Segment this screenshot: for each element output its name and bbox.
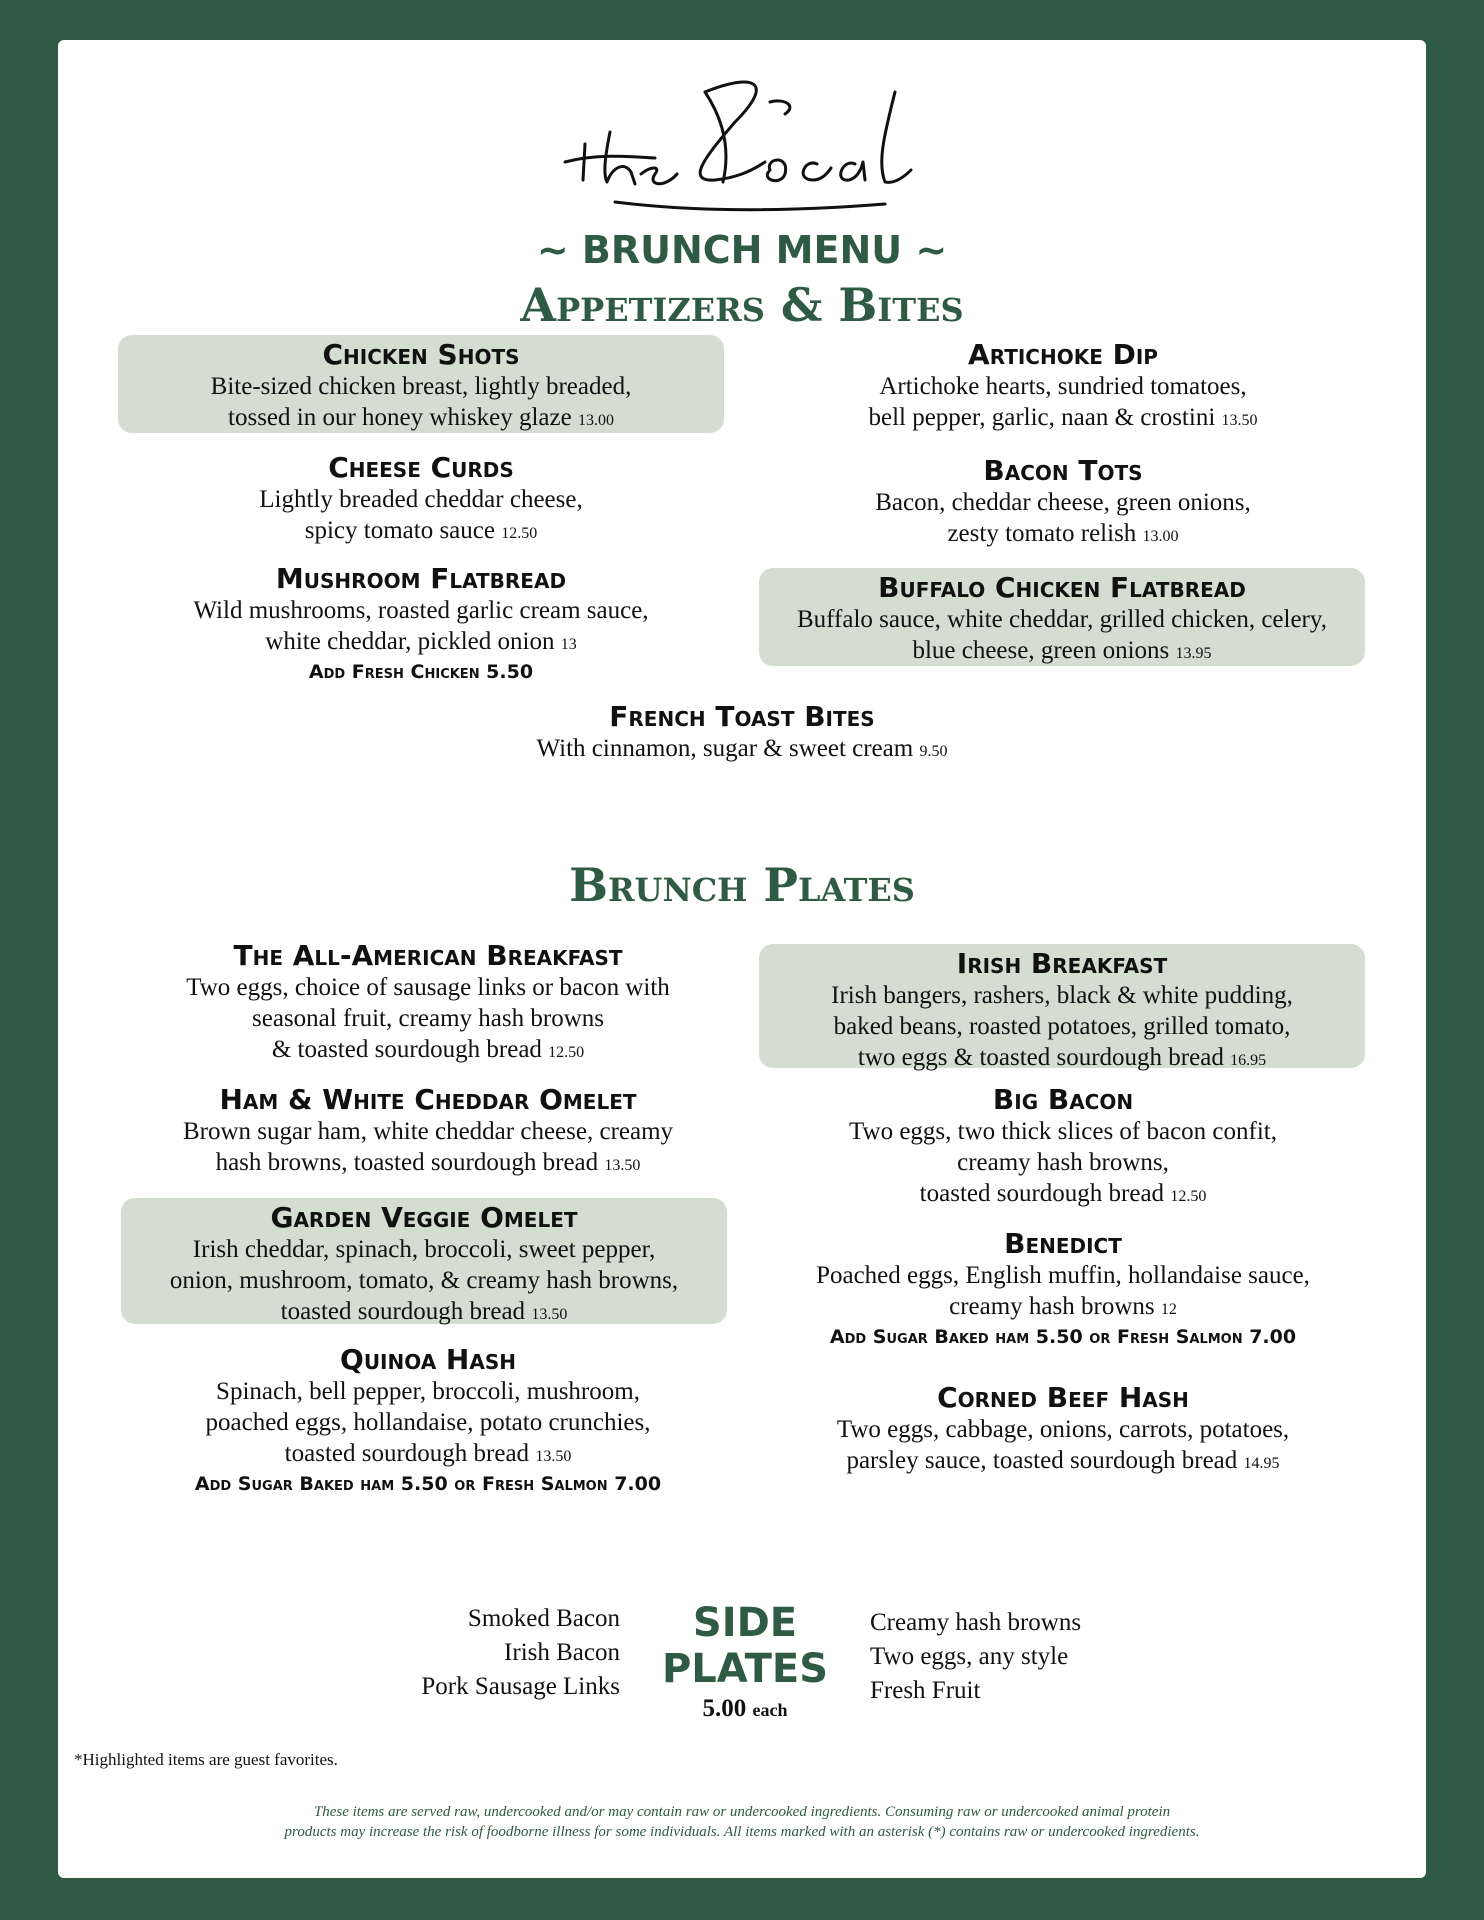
item-description: Poached eggs, English muffin, hollandaise sauce, creamy hash browns 12 — [816, 1262, 1310, 1320]
item-addon: Add Sugar Baked ham 5.50 or Fresh Salmon 7.00 — [829, 1326, 1297, 1348]
menu-item-big-bacon — [760, 1080, 1366, 1210]
item-name: Big Bacon — [992, 1083, 1134, 1116]
menu-item-garden-veggie-omelet — [121, 1198, 727, 1324]
item-description: Spinach, bell pepper, broccoli, mushroom, poached eggs, hollandaise, potato crunchies, toasted sourdough bread 13.50 — [205, 1378, 651, 1467]
side-item: Fresh Fruit — [870, 1677, 981, 1704]
side-title-line: PLATES — [661, 1646, 829, 1692]
item-price: 12.50 — [1170, 1188, 1207, 1205]
menu-item-cheese-curds — [118, 448, 724, 546]
item-description: Two eggs, cabbage, onions, carrots, potatoes, parsley sauce, toasted sourdough bread 14.95 — [836, 1416, 1290, 1474]
restaurant-logo — [555, 62, 915, 222]
menu-item-chicken-shots — [118, 335, 724, 433]
item-name: Quinoa Hash — [340, 1343, 516, 1376]
item-price: 9.50 — [919, 743, 948, 760]
side-plates-title — [640, 1600, 850, 1692]
item-name: Ham & White Cheddar Omelet — [219, 1083, 637, 1116]
menu-item-quinoa-hash — [128, 1340, 728, 1500]
favorites-footnote: *Highlighted items are guest favorites. — [74, 1750, 338, 1769]
item-description: With cinnamon, sugar & sweet cream 9.50 — [536, 735, 948, 762]
logo-script-icon — [555, 62, 915, 222]
item-price: 13.50 — [1221, 412, 1258, 429]
menu-item-benedict — [760, 1224, 1366, 1348]
side-plates-right-list — [870, 1606, 1170, 1708]
item-price: 13.00 — [1142, 528, 1179, 545]
item-name: Irish Breakfast — [956, 947, 1168, 980]
side-item: Irish Bacon — [504, 1639, 620, 1666]
item-description: Bite-sized chicken breast, lightly breaded, tossed in our honey whiskey glaze 13.00 — [210, 373, 632, 431]
item-name: French Toast Bites — [609, 700, 875, 733]
item-price: 13.50 — [604, 1157, 641, 1174]
item-name: Mushroom Flatbread — [275, 562, 567, 595]
item-price: 16.95 — [1230, 1052, 1267, 1069]
item-description: Irish cheddar, spinach, broccoli, sweet pepper, onion, mushroom, tomato, & creamy hash browns, toasted sourdough bread 13.50 — [169, 1236, 679, 1325]
menu-item-bacon-tots — [760, 451, 1366, 549]
menu-title: ~ BRUNCH MENU ~ — [536, 228, 948, 272]
menu-item-mushroom-flatbread — [118, 559, 724, 683]
item-price: 13 — [560, 636, 577, 653]
menu-item-irish-breakfast — [759, 944, 1365, 1071]
side-plates-price — [640, 1695, 850, 1723]
item-price: 14.95 — [1243, 1455, 1280, 1472]
menu-item-corned-beef-hash — [760, 1378, 1366, 1478]
item-price: 13.50 — [535, 1448, 572, 1465]
item-price: 12.50 — [548, 1044, 585, 1061]
side-item: Smoked Bacon — [467, 1605, 620, 1632]
item-price: 13.00 — [577, 412, 614, 429]
item-description: Buffalo sauce, white cheddar, grilled chicken, celery, blue cheese, green onions 13.95 — [796, 606, 1328, 664]
menu-item-ham-cheddar-omelet — [128, 1080, 728, 1180]
item-name: The All-American Breakfast — [233, 939, 623, 972]
menu-item-artichoke-dip — [760, 335, 1366, 433]
item-name: Cheese Curds — [328, 451, 514, 484]
item-description: Irish bangers, rashers, black & white pudding, baked beans, roasted potatoes, grilled tomato, two eggs & toasted sourdough bread 16.95 — [831, 982, 1293, 1071]
item-addon: Add Sugar Baked ham 5.50 or Fresh Salmon 7.00 — [194, 1473, 662, 1495]
side-plates-left-list — [380, 1602, 620, 1704]
item-name: Garden Veggie Omelet — [270, 1201, 578, 1234]
side-item: Creamy hash browns — [870, 1609, 1082, 1636]
side-title-line: SIDE — [692, 1600, 798, 1646]
side-item: Two eggs, any style — [870, 1643, 1069, 1670]
item-name: Chicken Shots — [322, 338, 520, 371]
item-price: 12 — [1160, 1301, 1177, 1318]
item-price: 13.95 — [1175, 645, 1212, 662]
side-price-value: 5.00 — [702, 1695, 747, 1722]
item-name: Corned Beef Hash — [937, 1381, 1189, 1414]
item-description: Two eggs, two thick slices of bacon confit, creamy hash browns, toasted sourdough bread 12.50 — [848, 1118, 1277, 1207]
item-description: Lightly breaded cheddar cheese, spicy tomato sauce 12.50 — [259, 486, 583, 544]
item-name: Buffalo Chicken Flatbread — [878, 571, 1246, 604]
item-name: Artichoke Dip — [968, 338, 1158, 371]
item-description: Brown sugar ham, white cheddar cheese, creamy hash browns, toasted sourdough bread 13.50 — [182, 1118, 674, 1176]
item-name: Bacon Tots — [983, 454, 1143, 487]
menu-item-french-toast-bites — [440, 697, 1044, 767]
section-title-appetizers: Appetizers & Bites — [520, 278, 964, 332]
side-price-unit: each — [752, 1700, 788, 1720]
side-item: Pork Sausage Links — [421, 1673, 620, 1700]
item-name: Benedict — [1004, 1227, 1122, 1260]
item-description: Bacon, cheddar cheese, green onions, zesty tomato relish 13.00 — [875, 489, 1251, 547]
food-safety-disclaimer: These items are served raw, undercooked and/or may contain raw or undercooked ingredients. Consuming raw or undercooked animal protein products may increase the risk of foodborne illness for some individuals. All items marked with an asterisk (*) contains raw or undercooked ingredients. — [284, 1804, 1200, 1840]
item-description: Wild mushrooms, roasted garlic cream sauce, white cheddar, pickled onion 13 — [193, 597, 649, 655]
item-description: Two eggs, choice of sausage links or bacon with seasonal fruit, creamy hash browns & toasted sourdough bread 12.50 — [186, 974, 670, 1063]
menu-item-buffalo-chicken-flatbread — [759, 568, 1365, 666]
item-description: Artichoke hearts, sundried tomatoes, bell pepper, garlic, naan & crostini 13.50 — [868, 373, 1258, 431]
section-title-brunch-plates: Brunch Plates — [569, 858, 915, 912]
item-price: 12.50 — [501, 525, 538, 542]
item-price: 13.50 — [531, 1306, 568, 1323]
menu-item-all-american-breakfast — [128, 936, 728, 1066]
item-addon: Add Fresh Chicken 5.50 — [308, 661, 534, 683]
